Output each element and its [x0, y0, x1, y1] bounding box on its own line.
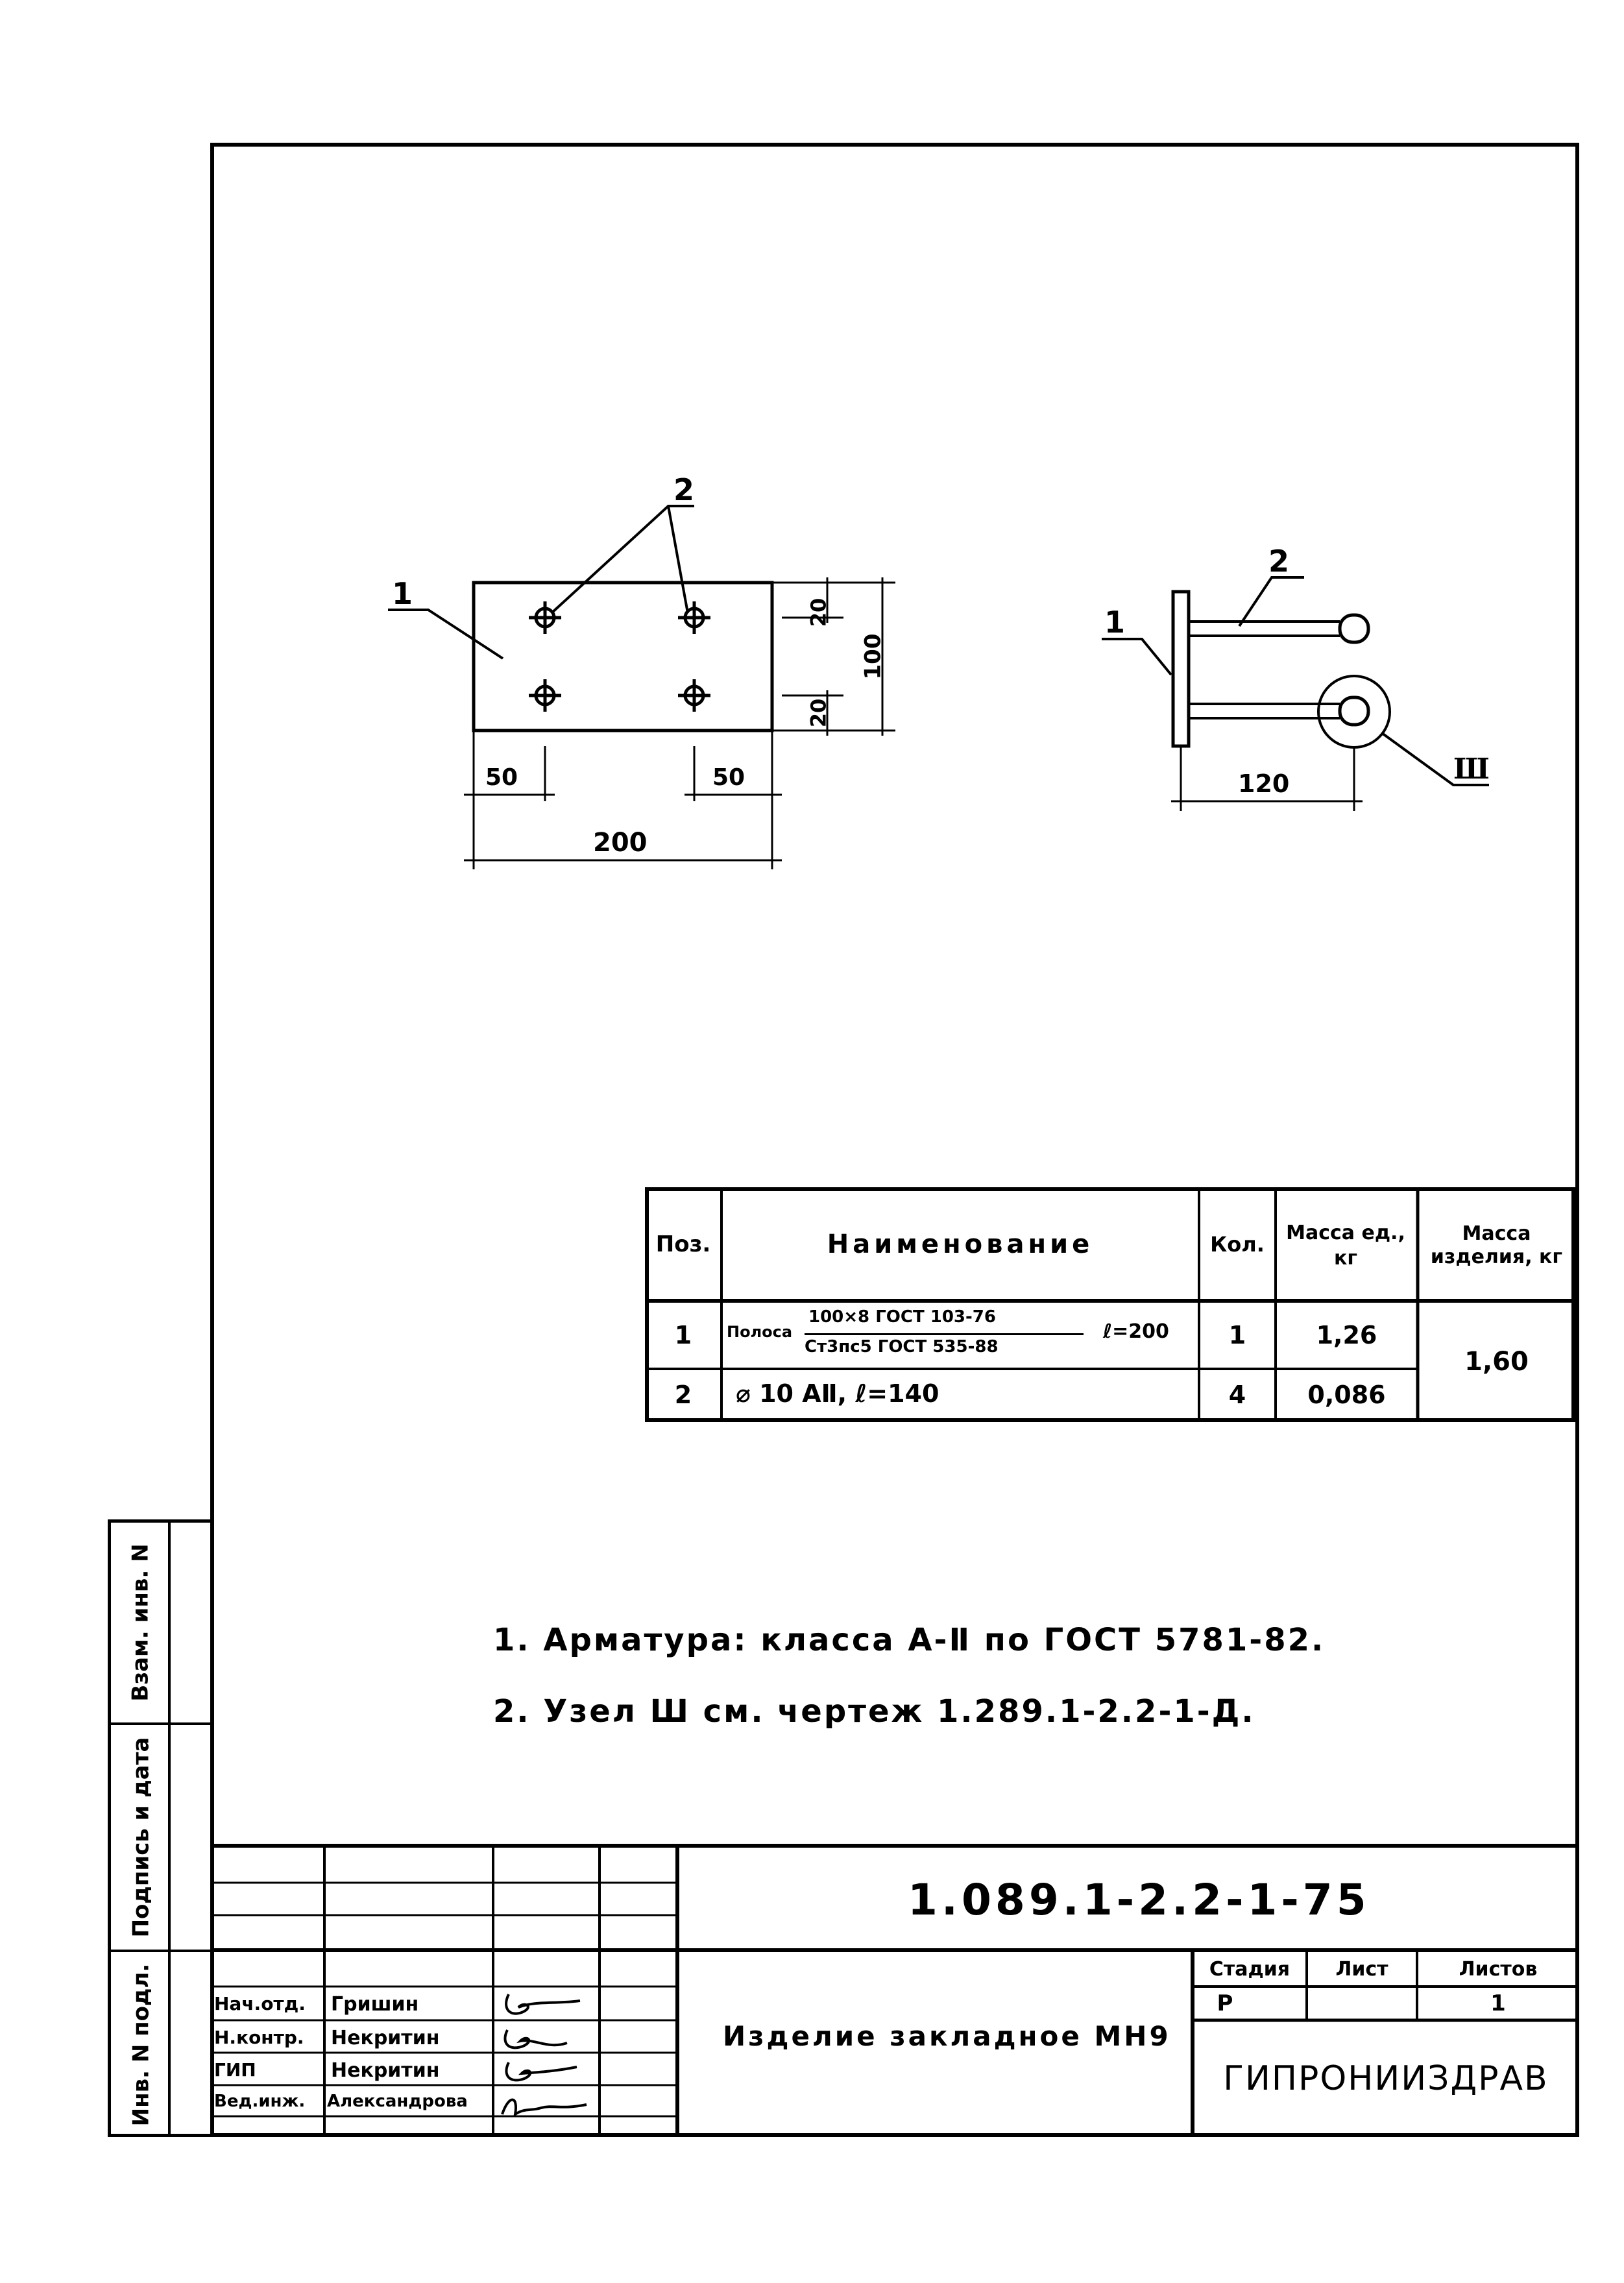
- row2-qty: 4: [1228, 1381, 1246, 1409]
- handwritten-signatures: [496, 1988, 600, 2137]
- plate-side-outline: [1173, 592, 1189, 746]
- fraction-line: [805, 1333, 1084, 1335]
- plan-callout-1: 1: [392, 576, 413, 611]
- dim-50-left: 50: [485, 764, 518, 791]
- row1-qty: 1: [1228, 1320, 1246, 1349]
- side-callout-1: 1: [1104, 605, 1126, 640]
- sig-name-2: Некритин: [331, 2027, 440, 2049]
- row1-unit-mass: 1,26: [1316, 1320, 1377, 1349]
- plan-callout-2: 2: [673, 472, 695, 507]
- document-title: Изделие закладное МН9: [723, 2020, 1171, 2052]
- item-mass-value: 1,60: [1464, 1346, 1529, 1377]
- sig-role-4: Вед.инж.: [214, 2092, 306, 2111]
- row2-unit-mass: 0,086: [1307, 1381, 1386, 1409]
- dim-100: 100: [860, 633, 886, 680]
- dim-20-top: 20: [806, 598, 831, 627]
- row1-name: [727, 1301, 1196, 1369]
- stage-header: Стадия: [1209, 1957, 1291, 1981]
- sig-role-3: ГИП: [214, 2059, 256, 2081]
- sig-name-3: Некритин: [331, 2059, 440, 2082]
- row2-pos: 2: [674, 1381, 692, 1409]
- note-2: 2. Узел Ш см. чертеж 1.289.1-2.2-1-Д.: [493, 1693, 1255, 1730]
- stage-value: Р: [1217, 1990, 1233, 2016]
- sheets-header: Листов: [1459, 1957, 1538, 1981]
- dim-120: 120: [1238, 769, 1290, 798]
- header-unit-mass: Масса ед., кг: [1286, 1222, 1405, 1270]
- sig-name-1: Гришин: [331, 1993, 419, 2016]
- hole-marks: [529, 601, 710, 712]
- dim-50-right: 50: [712, 764, 745, 791]
- row1-name-denominator: Ст3пс5 ГОСТ 535-88: [805, 1337, 999, 1357]
- row1-name-numerator: 100×8 ГОСТ 103-76: [808, 1307, 996, 1327]
- node-label: Ш: [1453, 753, 1490, 786]
- row1-name-prefix: Полоса: [727, 1323, 793, 1341]
- row2-name: ⌀ 10 АⅡ, ℓ=140: [736, 1379, 939, 1408]
- row1-pos: 1: [674, 1320, 692, 1349]
- document-code: 1.089.1-2.2-1-75: [908, 1875, 1370, 1925]
- strip-label-signature: Подпись и дата: [128, 1737, 154, 1938]
- strip-label-replacement: Взам. инв. N: [128, 1543, 154, 1702]
- organization: ГИПРОНИИЗДРАВ: [1223, 2059, 1549, 2098]
- note-1: 1. Арматура: класса А-Ⅱ по ГОСТ 5781-82.: [493, 1622, 1326, 1658]
- header-pos: Поз.: [655, 1231, 711, 1257]
- sheets-value: 1: [1490, 1990, 1506, 2016]
- sheet-header: Лист: [1335, 1957, 1388, 1981]
- dim-200: 200: [593, 828, 648, 858]
- sheet-value: [1307, 1987, 1417, 2020]
- row1-name-suffix: ℓ=200: [1103, 1320, 1169, 1343]
- header-name: Наименование: [827, 1229, 1094, 1259]
- plate-plan-outline: [474, 583, 772, 731]
- header-qty: Кол.: [1210, 1231, 1265, 1257]
- dim-20-bottom: 20: [806, 698, 831, 728]
- title-block: [210, 1844, 1579, 2137]
- sig-role-2: Н.контр.: [214, 2027, 304, 2048]
- sig-role-1: Нач.отд.: [214, 1993, 306, 2014]
- spec-table: [645, 1187, 1575, 1422]
- sig-name-4: Александрова: [327, 2092, 468, 2111]
- strip-label-original: Инв. N подл.: [128, 1963, 154, 2126]
- side-callout-2: 2: [1268, 544, 1290, 579]
- header-item-mass: Масса изделия, кг: [1430, 1222, 1563, 1268]
